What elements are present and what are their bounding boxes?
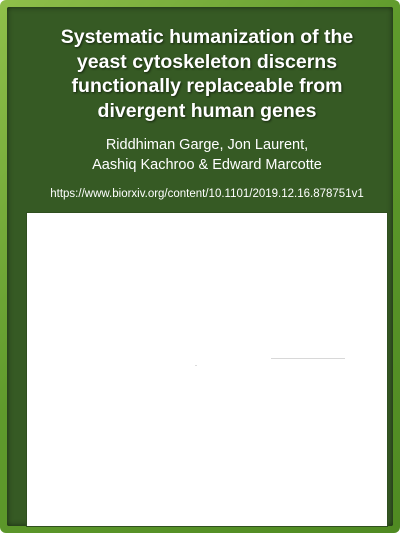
authors-line: Riddhiman Garge, Jon Laurent, — [105, 137, 309, 153]
paper-title — [21, 25, 393, 123]
title-line: functionally replaceable from — [71, 75, 343, 97]
title-line: divergent human genes — [97, 99, 317, 122]
author-list — [21, 135, 393, 175]
faint-artifact-line — [271, 358, 345, 359]
title-panel — [7, 7, 393, 526]
authors-line: Aashiq Kachroo & Edward Marcotte — [92, 157, 322, 173]
figure-placeholder — [27, 213, 387, 526]
title-line: yeast cytoskeleton discerns — [76, 50, 338, 73]
title-line: Systematic humanization of the — [60, 26, 354, 48]
faint-artifact-dot — [195, 365, 197, 366]
paper-url-link[interactable]: https://www.biorxiv.org/content/10.1101/2019.12.16.878751v1 — [50, 188, 364, 200]
